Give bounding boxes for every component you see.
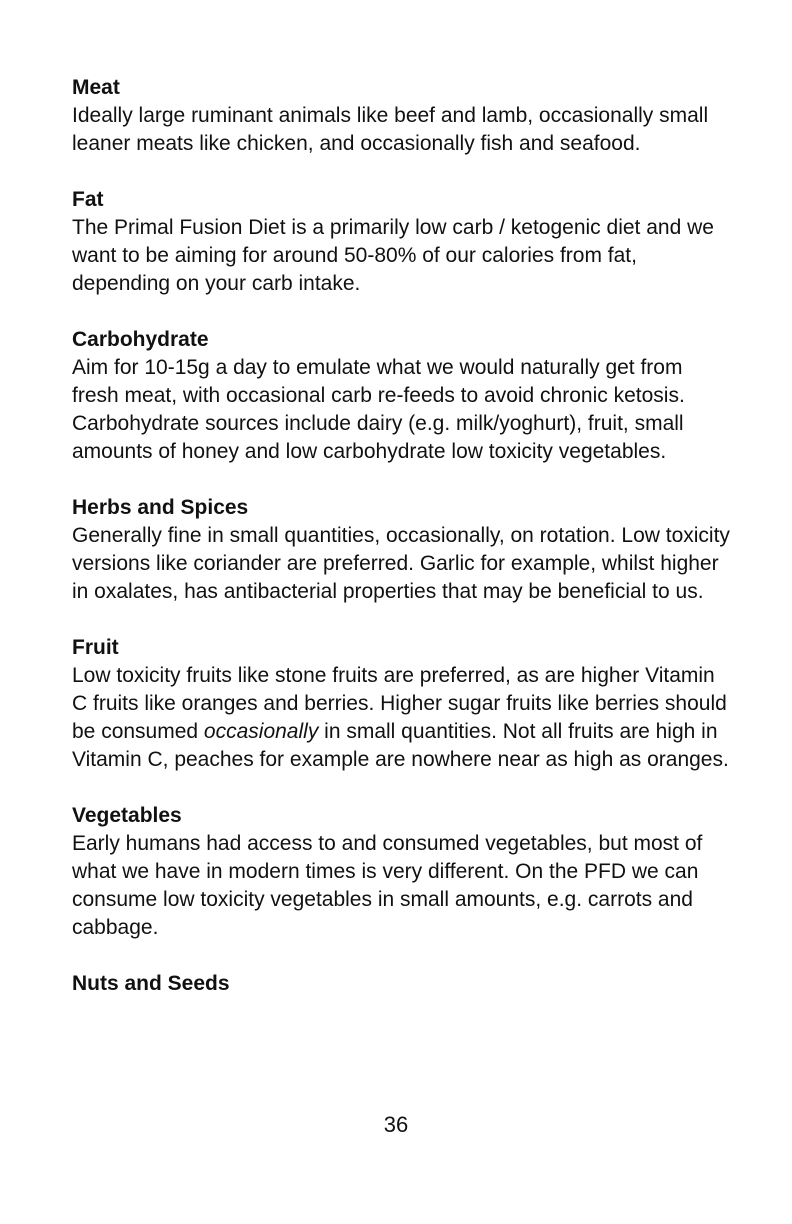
section-body: Early humans had access to and consumed vegetables, but most of what we have in modern times is very different. On the PFD we can consume low toxicity vegetables in small amounts, e.g. carrots and cabbage.	[72, 832, 703, 939]
body-text: Low toxicity fruits like stone fruits are preferred, as are higher Vitamin C fruits like oranges and berries. Higher sugar fruits like berries should be consumed	[72, 664, 727, 743]
section-carbohydrate	[72, 326, 732, 466]
section-body	[72, 662, 732, 774]
section-body: Ideally large ruminant animals like beef and lamb, occasionally small leaner meats like chicken, and occasionally fish and seafood.	[72, 104, 709, 155]
section-fat	[72, 186, 732, 298]
section-heading: Vegetables	[72, 804, 182, 827]
page-content	[72, 74, 732, 1026]
section-heading: Nuts and Seeds	[72, 972, 230, 995]
section-heading: Fruit	[72, 636, 119, 659]
body-emphasis: occasionally	[203, 720, 319, 743]
section-heading: Herbs and Spices	[72, 496, 249, 519]
section-body: Generally fine in small quantities, occasionally, on rotation. Low toxicity versions like coriander are preferred. Garlic for example, whilst higher in oxalates, has antibacterial properties that may be beneficial to us.	[72, 524, 730, 603]
section-nuts-and-seeds	[72, 970, 732, 998]
section-heading: Meat	[72, 76, 120, 99]
section-herbs-and-spices	[72, 494, 732, 606]
section-body: Aim for 10-15g a day to emulate what we would naturally get from fresh meat, with occasional carb re-feeds to avoid chronic ketosis. Carbohydrate sources include dairy (e.g. milk/yoghurt), fruit, small amounts of honey and low carbohydrate low toxicity vegetables.	[72, 356, 685, 463]
section-meat	[72, 74, 732, 158]
section-vegetables	[72, 802, 732, 942]
body-text: in small quantities. Not all fruits are high in Vitamin C, peaches for example are nowhere near as high as oranges.	[72, 720, 729, 771]
page-number: 36	[383, 1112, 409, 1137]
section-fruit	[72, 634, 732, 774]
section-heading: Fat	[72, 188, 104, 211]
section-heading: Carbohydrate	[72, 328, 209, 351]
section-body: The Primal Fusion Diet is a primarily low carb / ketogenic diet and we want to be aiming for around 50-80% of our calories from fat, depending on your carb intake.	[72, 216, 714, 295]
